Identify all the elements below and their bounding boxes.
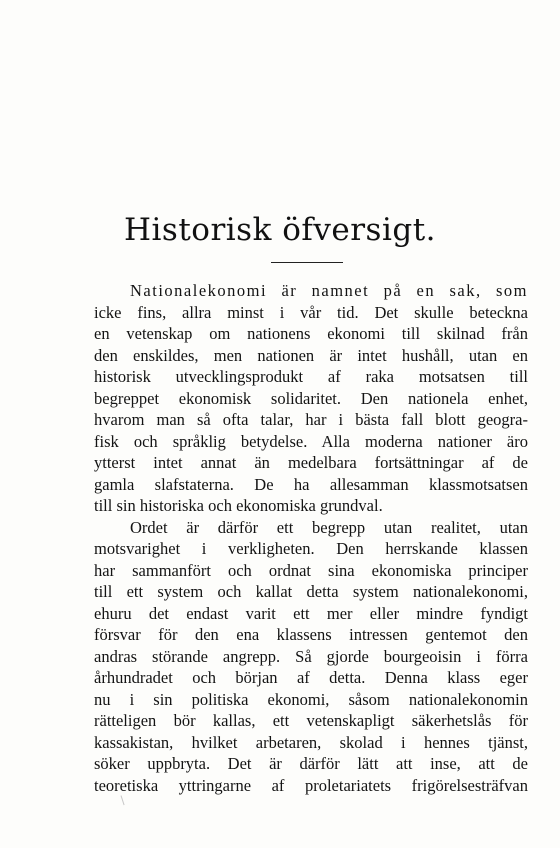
text-line: Ordet är därför ett begrepp utan realitet, utan: [130, 517, 528, 537]
text-line: historisk utvecklingsprodukt af raka motsatsen till: [94, 367, 528, 386]
text-line: söker uppbryta. Det är därför lätt att inse, att de: [94, 754, 528, 773]
text-line: nu i sin politiska ekonomi, såsom nationalekonomin: [94, 689, 528, 709]
text-line: teoretiska yttringarne af proletariatets frigörelsesträfvan: [94, 775, 528, 795]
text-line: försvar för den ena klassens intressen gentemot den: [94, 625, 528, 644]
text-line: ehuru det endast varit ett mer eller mindre fyndigt: [94, 603, 528, 623]
text-line: gamla slafstaterna. De ha allesamman klassmotsatsen: [94, 474, 528, 494]
text-line: århundradet och början af detta. Denna klass eger: [94, 668, 528, 687]
text-line: till sin historiska och ekonomiska grundval.: [94, 496, 383, 515]
text-line: ytterst intet annat än medelbara fortsättningar af de: [94, 453, 528, 472]
text-line: en vetenskap om nationens ekonomi till skilnad från: [94, 324, 528, 343]
text-line: andras störande angrepp. Så gjorde bourgeoisin i förra: [94, 646, 528, 666]
title-divider: [271, 262, 343, 263]
text-line: fisk och språklig betydelse. Alla moderna nationer äro: [94, 431, 528, 451]
chapter-title: Historisk öfversigt.: [123, 212, 437, 248]
text-line: Nationalekonomi är namnet på en sak, som: [130, 281, 528, 300]
text-line: till ett system och kallat detta system nationalekonomi,: [94, 582, 528, 601]
paper-blemish: [121, 795, 127, 805]
text-line: begreppet ekonomisk solidaritet. Den nationela enhet,: [94, 388, 528, 408]
text-line: den enskildes, men nationen är intet hushåll, utan en: [94, 345, 528, 365]
text-line: motsvarighet i verkligheten. Den herrskande klassen: [94, 539, 528, 558]
text-line: rätteligen bör kallas, ett vetenskapligt säkerhetslås för: [94, 711, 528, 730]
text-line: icke fins, allra minst i vår tid. Det skulle beteckna: [94, 302, 528, 322]
body-text: [94, 280, 528, 796]
text-line: hvarom man så ofta talar, har i bästa fall blott geogra-: [94, 410, 528, 429]
text-line: har sammanfört och ordnat sina ekonomiska principer: [94, 560, 528, 580]
text-line: kassakistan, hvilket arbetaren, skolad i hennes tjänst,: [94, 732, 528, 752]
paragraph-1: [94, 280, 528, 517]
paragraph-2: [94, 517, 528, 797]
